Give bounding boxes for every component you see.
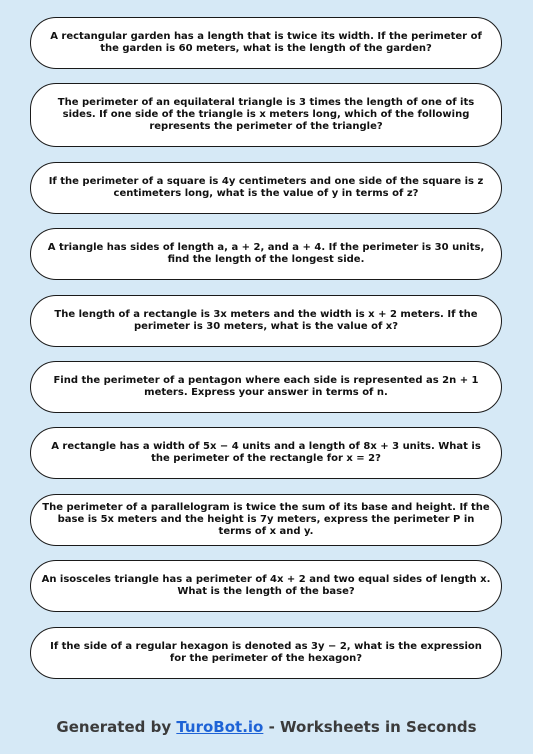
question-card-2 bbox=[30, 83, 502, 147]
question-list bbox=[30, 17, 502, 693]
question-text-8: The perimeter of a parallelogram is twice the sum of its base and height. If the base is 5x meters and the height is 7y meters, express the perimeter P in terms of x and y. bbox=[42, 501, 490, 537]
question-card-7 bbox=[30, 427, 502, 479]
question-card-5 bbox=[30, 295, 502, 347]
question-text-10: If the side of a regular hexagon is denoted as 3y − 2, what is the expression for the perimeter of the hexagon? bbox=[50, 640, 482, 664]
question-card-3 bbox=[30, 162, 502, 214]
question-text-9: An isosceles triangle has a perimeter of 4x + 2 and two equal sides of length x. What is the length of the base? bbox=[41, 574, 491, 598]
question-text-7: A rectangle has a width of 5x − 4 units and a length of 8x + 3 units. What is the perimeter of the rectangle for x = 2? bbox=[51, 441, 481, 465]
question-card-8 bbox=[30, 494, 502, 546]
question-card-10 bbox=[30, 627, 502, 679]
question-text-1: A rectangular garden has a length that is twice its width. If the perimeter of the garden is 60 meters, what is the length of the garden? bbox=[50, 31, 482, 54]
question-card-1 bbox=[30, 17, 502, 69]
question-text-4: A triangle has sides of length a, a + 2, and a + 4. If the perimeter is 30 units, find the length of the longest side. bbox=[47, 242, 485, 266]
question-text-3: If the perimeter of a square is 4y centimeters and one side of the square is z centimeters long, what is the value of y in terms of z? bbox=[48, 175, 484, 199]
question-text-6: Find the perimeter of a pentagon where each side is represented as 2n + 1 meters. Express your answer in terms of n. bbox=[53, 374, 479, 398]
brand-link[interactable]: TuroBot.io bbox=[176, 718, 264, 736]
question-text-5: The length of a rectangle is 3x meters and the width is x + 2 meters. If the perimeter is 30 meters, what is the value of x? bbox=[54, 308, 478, 332]
question-card-9 bbox=[30, 560, 502, 612]
footer-suffix: - Worksheets in Seconds bbox=[263, 718, 477, 736]
question-card-6 bbox=[30, 361, 502, 413]
footer-prefix: Generated by bbox=[56, 718, 177, 736]
question-text-2: The perimeter of an equilateral triangle is 3 times the length of one of its sides. If one side of the triangle is x meters long, which of the following represents the perimeter of the triangle? bbox=[57, 97, 475, 133]
question-card-4 bbox=[30, 228, 502, 280]
footer bbox=[0, 718, 533, 736]
